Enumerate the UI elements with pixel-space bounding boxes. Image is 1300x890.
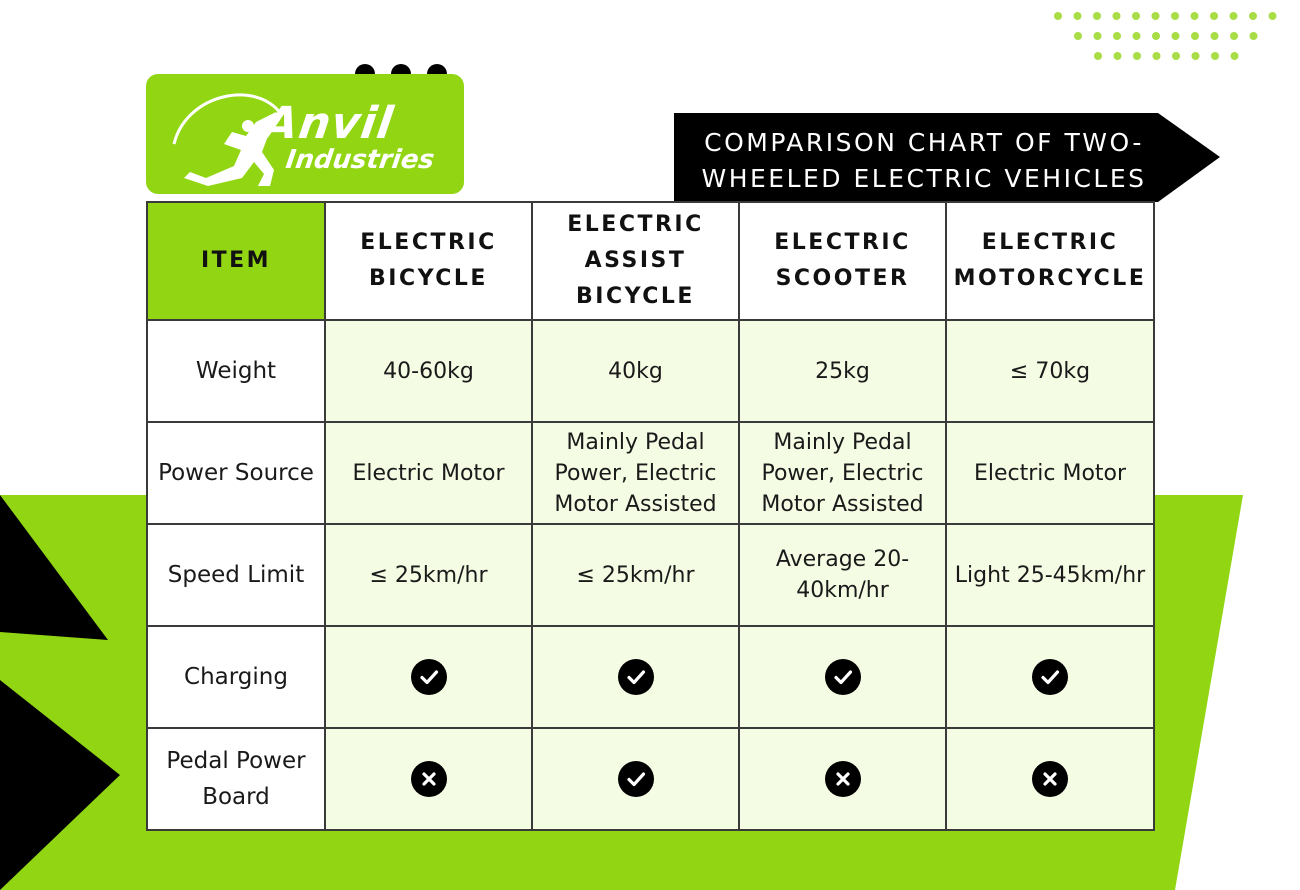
table-cell: Electric Motor [325, 422, 532, 524]
decorative-dot-grid [1050, 8, 1280, 68]
check-icon [618, 659, 654, 695]
row-label: Pedal Power Board [147, 728, 325, 830]
table-cell [946, 626, 1154, 728]
dot-icon [1094, 32, 1102, 40]
dot-icon [1211, 52, 1219, 60]
dot-icon [1074, 12, 1082, 20]
dot-icon [1211, 32, 1219, 40]
dot-icon [1171, 12, 1179, 20]
table-cell: Light 25-45km/hr [946, 524, 1154, 626]
dot-icon [1054, 12, 1062, 20]
table-cell [946, 728, 1154, 830]
dot-icon [1152, 12, 1160, 20]
dot-icon [1191, 12, 1199, 20]
column-header: ELECTRIC SCOOTER [739, 202, 946, 320]
dot-icon [1269, 12, 1277, 20]
table-cell: 40kg [532, 320, 739, 422]
check-icon [1032, 659, 1068, 695]
row-label: Charging [147, 626, 325, 728]
column-header: ELECTRIC BICYCLE [325, 202, 532, 320]
table-row [147, 728, 1154, 830]
dot-icon [1210, 12, 1218, 20]
table-cell [739, 626, 946, 728]
cross-icon [825, 761, 861, 797]
dot-icon [1191, 32, 1199, 40]
dot-icon [1133, 52, 1141, 60]
dot-icon [1192, 52, 1200, 60]
brand-name: Anvil [260, 98, 397, 149]
table-cell: 25kg [739, 320, 946, 422]
dot-icon [1094, 52, 1102, 60]
table-cell: ≤ 25km/hr [325, 524, 532, 626]
dot-icon [1074, 32, 1082, 40]
comparison-table [146, 201, 1155, 831]
column-header-item: ITEM [147, 202, 325, 320]
dot-icon [1250, 32, 1258, 40]
table-cell: 40-60kg [325, 320, 532, 422]
table-cell [532, 728, 739, 830]
brand-logo [146, 74, 464, 194]
check-icon [411, 659, 447, 695]
title-banner [674, 113, 1220, 202]
table-cell: Mainly Pedal Power, Electric Motor Assisted [739, 422, 946, 524]
dot-icon [1230, 32, 1238, 40]
check-icon [618, 761, 654, 797]
dot-icon [1093, 12, 1101, 20]
table-cell: Mainly Pedal Power, Electric Motor Assisted [532, 422, 739, 524]
row-label: Weight [147, 320, 325, 422]
table-cell: ≤ 25km/hr [532, 524, 739, 626]
dot-icon [1172, 52, 1180, 60]
table-row [147, 320, 1154, 422]
table-header-row [147, 202, 1154, 320]
table-row [147, 626, 1154, 728]
table-cell [325, 626, 532, 728]
column-header: ELECTRIC MOTORCYCLE [946, 202, 1154, 320]
dot-icon [1230, 12, 1238, 20]
table-row [147, 422, 1154, 524]
page-title: COMPARISON CHART OF TWO-WHEELED ELECTRIC VEHICLES [701, 128, 1147, 193]
row-label: Speed Limit [147, 524, 325, 626]
cross-icon [411, 761, 447, 797]
check-icon [825, 659, 861, 695]
dot-icon [1113, 12, 1121, 20]
column-header: ELECTRIC ASSIST BICYCLE [532, 202, 739, 320]
dot-icon [1132, 12, 1140, 20]
table-row [147, 524, 1154, 626]
dot-icon [1113, 32, 1121, 40]
dot-icon [1152, 32, 1160, 40]
brand-subtitle: Industries [283, 145, 437, 175]
dot-icon [1172, 32, 1180, 40]
table-cell [325, 728, 532, 830]
dot-icon [1133, 32, 1141, 40]
cross-icon [1032, 761, 1068, 797]
dot-icon [1231, 52, 1239, 60]
table-cell: Electric Motor [946, 422, 1154, 524]
table-cell: ≤ 70kg [946, 320, 1154, 422]
dot-icon [1114, 52, 1122, 60]
table-cell [739, 728, 946, 830]
row-label: Power Source [147, 422, 325, 524]
table-cell [532, 626, 739, 728]
dot-icon [1249, 12, 1257, 20]
dot-icon [1153, 52, 1161, 60]
table-cell: Average 20-40km/hr [739, 524, 946, 626]
